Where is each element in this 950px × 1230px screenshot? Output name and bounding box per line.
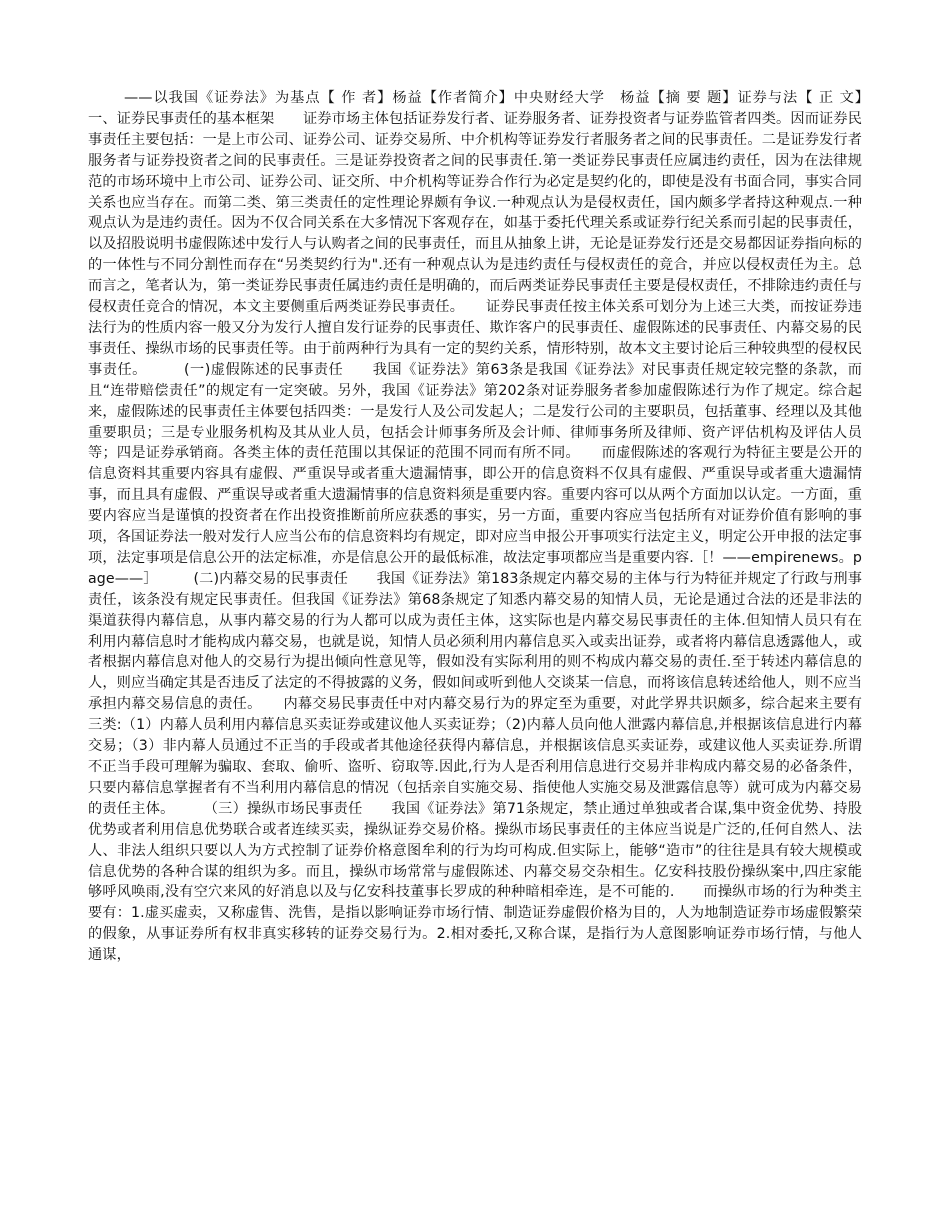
article-body-text: ——以我国《证券法》为基点【 作 者】杨益【作者简介】中央财经大学 杨益【摘 要 题】证券与法【 正 文】 一、证券民事责任的基本框架 证券市场主体包括证券发行者、证券服务者、证券投资者与证券监管者四类。因而证券民事责任主要包括：一是上市公司、证券公司、证券交易所、中介机构等证券发行者服务者之间的民事责任。二是证券发行者服务者与证券投资者之间的民事责任。三是证券投资者之间的民事责任.第一类证券民事责任应属违约责任，因为在法律规范的市场环境中上市公司、证券公司、证交所、中介机构等证券合作行为必定是契约化的，即使是没有书面合同，事实合同关系也应当存在。而第二类、第三类责任的定性理论界颇有争议.一种观点认为是侵权责任，国内颇多学者持这种观点.一种观点认为是违约责任。因为不仅合同关系在大多情况下客观存在，如基于委托代理关系或证券行纪关系而引起的民事责任，以及招股说明书虚假陈述中发行人与认购者之间的民事责任，而且从抽象上讲，无论是证券发行还是交易都因证券指向标的的一体性与不同分割性而存在“另类契约行为".还有一种观点认为是违约责任与侵权责任的竞合，并应以侵权责任为主。总而言之，笔者认为，第一类证券民事责任属违约责任是明确的，而后两类证券民事责任主要是侵权责任，不排除违约责任与侵权责任竞合的情况，本文主要侧重后两类证券民事责任。 证券民事责任按主体关系可划分为上述三大类，而按证券违法行为的性质内容一般又分为发行人擅自发行证券的民事责任、欺诈客户的民事责任、虚假陈述的民事责任、内幕交易的民事责任、操纵市场的民事责任等。由于前两种行为具有一定的契约关系，情形特别，故本文主要讨论后三种较典型的侵权民事责任。 (一)虚假陈述的民事责任 我国《证券法》第63条是我国《证券法》对民事责任规定较完整的条款，而且“连带赔偿责任”的规定有一定突破。另外，我国《证券法》第202条对证券服务者参加虚假陈述行为作了规定。综合起来，虚假陈述的民事责任主体要包括四类：一是发行人及公司发起人；二是发行公司的主要职员，包括董事、经理以及其他重要职员；三是专业服务机构及其从业人员，包括会计师事务所及会计师、律师事务所及律师、资产评估机构及评估人员等；四是证券承销商。各类主体的责任范围以其保证的范围不同而有所不同。 而虚假陈述的客观行为特征主要是公开的信息资料其重要内容具有虚假、严重误导或者重大遗漏情事，即公开的信息资料不仅具有虚假、严重误导或者重大遗漏情事，而且具有虚假、严重误导或者重大遗漏情事的信息资料须是重要内容。重要内容可以从两个方面加以认定。一方面，重要内容应当是谨慎的投资者在作出投资推断前所应获悉的事实，另一方面，重要内容应当包括所有对证券价值有影响的事项，各国证券法一般对发行人应当公布的信息资料均有规定，即对应当申报公开事项实行法定主义，明定公开申报的法定事项，法定事项是信息公开的法定标准，亦是信息公开的最低标准，故法定事项都应当是重要内容.［！——empirenews。page——］ (二)内幕交易的民事责任 我国《证券法》第183条规定内幕交易的主体与行为特征并规定了行政与刑事责任，该条没有规定民事责任。但我国《证券法》第68条规定了知悉内幕交易的知情人员，无论是通过合法的还是非法的渠道获得内幕信息，从事内幕交易的行为人都可以成为责任主体，这实际也是内幕交易民事责任的主体.但知情人员只有在利用内幕信息时才能构成内幕交易，也就是说，知情人员必须利用内幕信息买入或卖出证券，或者将内幕信息透露他人，或者根据内幕信息对他人的交易行为提出倾向性意见等，假如没有实际利用的则不构成内幕交易的责任.至于转述内幕信息的人，则应当确定其是否违反了法定的不得披露的义务，假如间或听到他人交谈某一信息，而将该信息转述给他人，则不应当承担内幕交易信息的责任。 内幕交易民事责任中对内幕交易行为的界定至为重要，对此学界共识颇多，综合起来主要有三类:（1）内幕人员利用内幕信息买卖证券或建议他人买卖证券；（2)内幕人员向他人泄露内幕信息,并根据该信息进行内幕交易；（3）非内幕人员通过不正当的手段或者其他途径获得内幕信息，并根据该信息买卖证券，或建议他人买卖证券.所谓不正当手段可理解为骗取、套取、偷听、盗听、窃取等.因此,行为人是否利用信息进行交易并非构成内幕交易的必备条件，只要内幕信息掌握者有不当利用内幕信息的情况（包括亲自实施交易、指使他人实施交易及泄露信息等）就可成为内幕交易的责任主体。 （三）操纵市场民事责任 我国《证券法》第71条规定，禁止通过单独或者合谋,集中资金优势、持股优势或者利用信息优势联合或者连续买卖，操纵证券交易价格。操纵市场民事责任的主体应当说是广泛的,任何自然人、法人、非法人组织只要以人为方式控制了证券价格意图牟利的行为均可构成.但实际上，能够“造市”的往往是具有较大规模或信息优势的各种合谋的组织为多。而且，操纵市场常常与虚假陈述、内幕交易交杂相生。亿安科技股份操纵案中,四庄家能够呼风唤雨,没有空穴来风的好消息以及与亿安科技董事长罗成的种种暗相牵连，是不可能的. 而操纵市场的行为种类主要有：1.虚买虚卖，又称虚售、洗售，是指以影响证券市场行情、制造证券虚假价格为目的，人为地制造证券市场虚假繁荣的假象，从事证券所有权非真实移转的证券交易行为。2.相对委托,又称合谋，是指行为人意图影响证券市场行情，与他人通谋， <box>88 90 905 964</box>
document-page <box>88 88 905 1168</box>
